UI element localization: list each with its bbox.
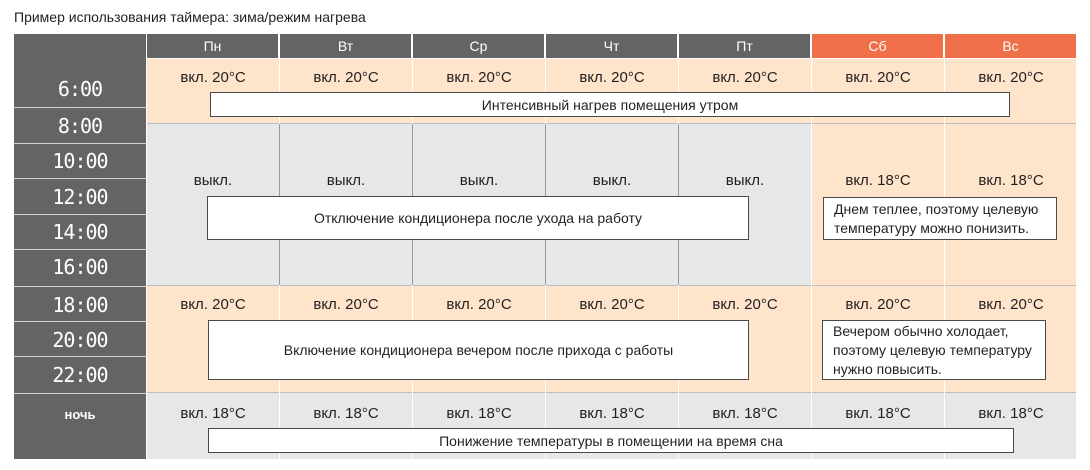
time-label: 6:00 xyxy=(57,77,103,101)
weekend-note-line: нужно повысить. xyxy=(833,360,942,377)
schedule-cell: вкл. 18°C xyxy=(978,171,1044,189)
time-separator xyxy=(14,286,146,287)
row-separator xyxy=(147,123,1076,124)
time-separator xyxy=(14,393,146,394)
time-label: 16:00 xyxy=(52,255,108,279)
time-separator xyxy=(14,178,146,179)
evening-weekend-note xyxy=(822,320,1046,380)
schedule-cell: вкл. 18°C xyxy=(579,404,645,422)
schedule-cell: вкл. 20°C xyxy=(180,68,246,86)
schedule-cell: вкл. 20°C xyxy=(446,295,512,313)
time-label: 18:00 xyxy=(52,293,108,317)
schedule-cell: вкл. 20°C xyxy=(978,295,1044,313)
day-header-mon: Пн xyxy=(147,34,278,58)
time-label: 14:00 xyxy=(52,220,108,244)
day-header-thu: Чт xyxy=(546,34,677,58)
schedule-cell: выкл. xyxy=(193,171,233,189)
time-separator xyxy=(14,321,146,322)
day-header-sun: Вс xyxy=(945,34,1076,58)
time-separator xyxy=(14,214,146,215)
row-separator xyxy=(147,285,1076,286)
page-title: Пример использования таймера: зима/режим нагрева xyxy=(14,9,366,25)
schedule-cell: вкл. 20°C xyxy=(845,295,911,313)
weekend-note-line: температуру можно понизить. xyxy=(834,219,1030,236)
morning-note: Интенсивный нагрев помещения утром xyxy=(210,92,1010,117)
schedule-cell: вкл. 20°C xyxy=(579,295,645,313)
weekend-note-line: Вечером обычно холодает, xyxy=(833,322,1009,339)
day-header-fri: Пт xyxy=(679,34,810,58)
time-label: 12:00 xyxy=(52,185,108,209)
schedule-cell: вкл. 18°C xyxy=(180,404,246,422)
schedule-cell: выкл. xyxy=(592,171,632,189)
schedule-cell: вкл. 18°C xyxy=(845,404,911,422)
schedule-cell: вкл. 20°C xyxy=(712,68,778,86)
schedule-cell: вкл. 18°C xyxy=(712,404,778,422)
schedule-cell: выкл. xyxy=(725,171,765,189)
schedule-cell: вкл. 20°C xyxy=(446,68,512,86)
time-label: 10:00 xyxy=(52,149,108,173)
evening-note: Включение кондиционера вечером после прихода с работы xyxy=(208,320,749,380)
night-note: Понижение температуры в помещении на время сна xyxy=(208,428,1014,453)
schedule-cell: вкл. 18°C xyxy=(845,171,911,189)
schedule-cell: вкл. 20°C xyxy=(978,68,1044,86)
schedule-cell: вкл. 20°C xyxy=(579,68,645,86)
schedule-cell: выкл. xyxy=(459,171,499,189)
day-header-sat: Сб xyxy=(812,34,943,58)
row-separator xyxy=(147,392,1076,393)
schedule-cell: вкл. 18°C xyxy=(978,404,1044,422)
day-note: Отключение кондиционера после ухода на работу xyxy=(207,196,749,240)
time-separator xyxy=(14,143,146,144)
time-label: 22:00 xyxy=(52,363,108,387)
schedule-cell: вкл. 20°C xyxy=(712,295,778,313)
time-separator xyxy=(14,249,146,250)
schedule-cell: вкл. 18°C xyxy=(446,404,512,422)
day-header-wed: Ср xyxy=(413,34,544,58)
day-header-tue: Вт xyxy=(280,34,411,58)
schedule-cell: вкл. 20°C xyxy=(845,68,911,86)
time-label: 8:00 xyxy=(57,114,103,138)
schedule-cell: вкл. 20°C xyxy=(313,68,379,86)
schedule-cell: вкл. 20°C xyxy=(313,295,379,313)
time-label: 20:00 xyxy=(52,328,108,352)
day-weekend-note xyxy=(823,197,1057,240)
schedule-cell: выкл. xyxy=(326,171,366,189)
time-separator xyxy=(14,356,146,357)
schedule-cell: вкл. 20°C xyxy=(180,295,246,313)
weekend-note-line: Днем теплее, поэтому целевую xyxy=(834,200,1039,217)
weekend-note-line: поэтому целевую температуру xyxy=(833,341,1032,358)
time-separator xyxy=(14,107,146,108)
schedule-cell: вкл. 18°C xyxy=(313,404,379,422)
time-label-night: ночь xyxy=(64,406,96,422)
